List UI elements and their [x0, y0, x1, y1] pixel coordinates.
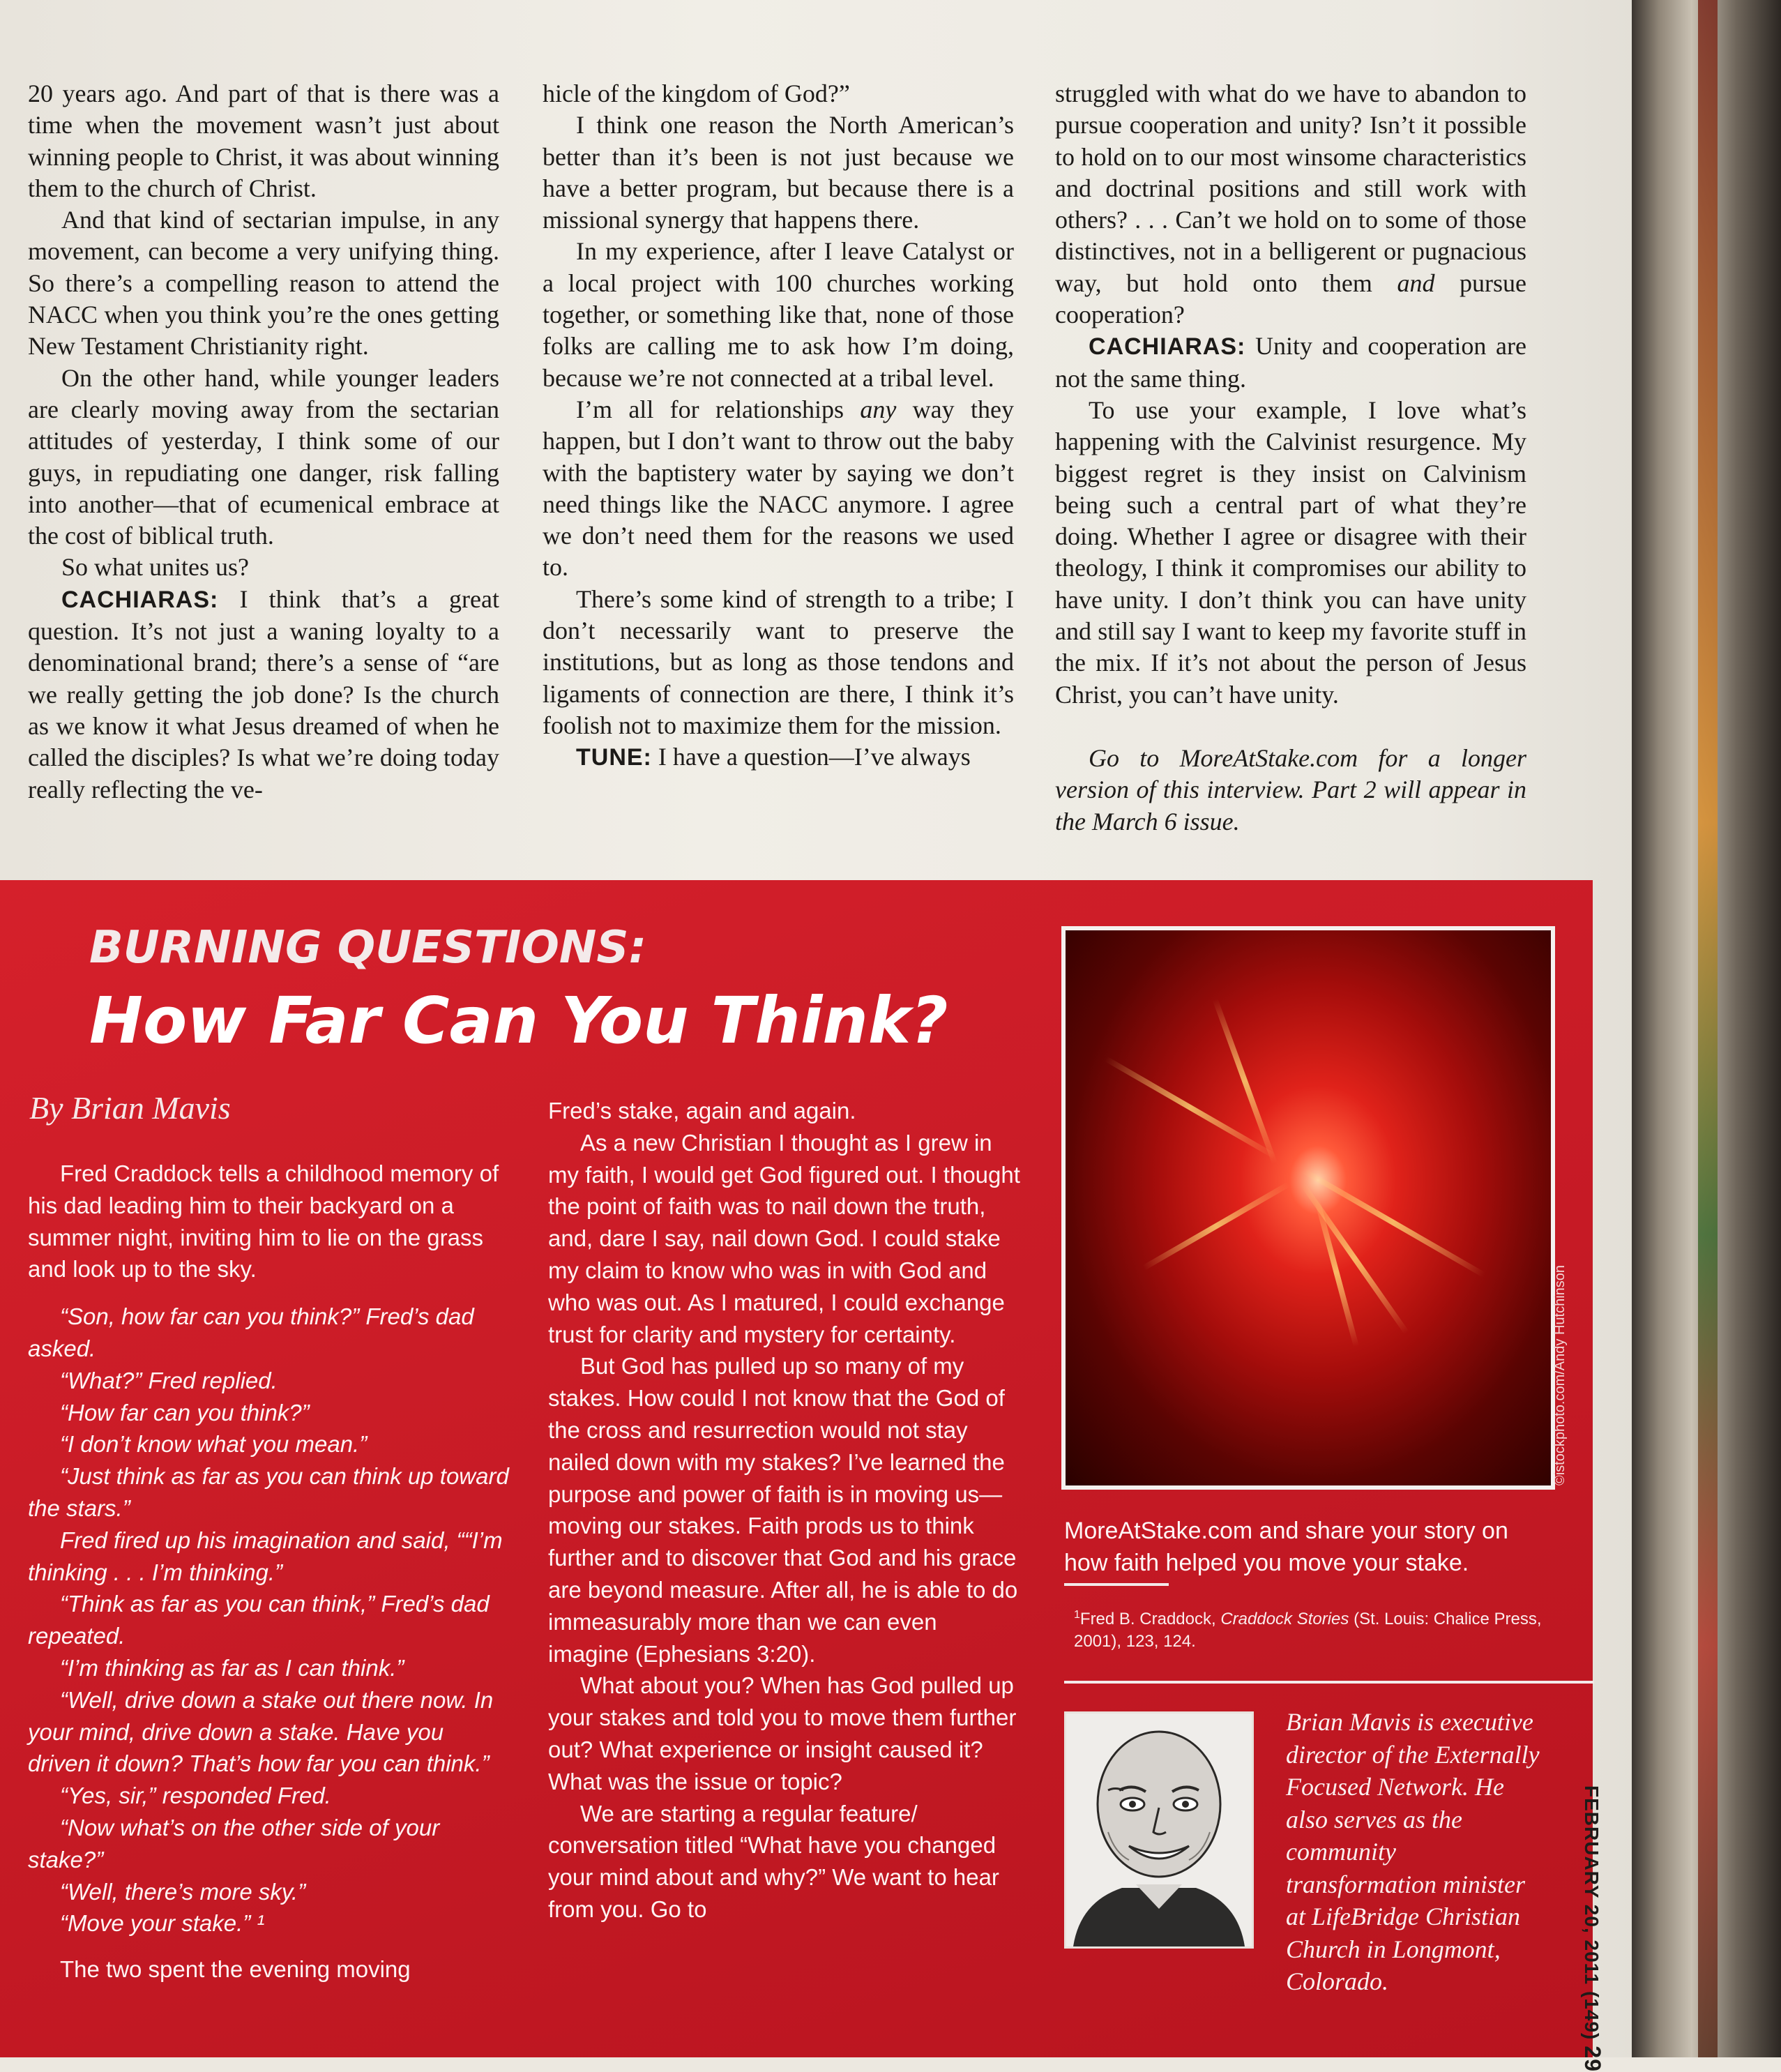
- footnote: [1074, 1604, 1548, 1653]
- paragraph: So what unites us?: [61, 553, 249, 582]
- paragraph: [543, 394, 1014, 584]
- dialogue-line: “I don’t know what you mean.”: [60, 1431, 367, 1458]
- page-number: 29: [1580, 2045, 1605, 2072]
- paragraph: As a new Christian I thought as I grew in my faith, I would get God figured out. I thought the point of faith was to nail down the truth, and, dare I say, nail down God. I could stake my claim to know who was in with God and who was out. As I matured, I could exchange trust for clarity and mystery for certainty.: [548, 1129, 1020, 1347]
- page-folio: [1579, 1785, 1605, 2072]
- text-run: I’m all for relationships: [576, 395, 861, 423]
- issue-date: FEBRUARY 20, 2011 (149): [1581, 1785, 1602, 2041]
- photo-credit: ©istockphoto.com/Andy Hutchinson: [1552, 1264, 1568, 1485]
- dialogue-line: “Just think as far as you can think up toward the stars.”: [28, 1463, 509, 1521]
- dialogue-line: Fred fired up his imagination and said, ““I’m thinking . . . I’m thinking.”: [28, 1527, 503, 1585]
- emphasis: any: [860, 395, 897, 423]
- footnote-divider: [1064, 1583, 1169, 1586]
- dialogue-line: “Yes, sir,” responded Fred.: [60, 1783, 331, 1809]
- paragraph: 20 years ago. And part of that is there was a time when the movement wasn’t just about winning people to Christ, it was about winning them to the church of Christ.: [28, 80, 499, 202]
- dialogue-line: “I’m thinking as far as I can think.”: [60, 1654, 404, 1681]
- emphasis: and: [1397, 269, 1435, 297]
- article-column-2: [543, 78, 1014, 774]
- dialogue-line: “Well, drive down a stake out there now. In your mind, drive down a stake. Have you driven it down? That’s how far you can think.”: [28, 1686, 494, 1777]
- speaker-text: Unity and cooperation are not the same thing.: [1055, 332, 1526, 393]
- article-column-3: [1055, 78, 1526, 838]
- text-run: Fred B. Craddock,: [1079, 1610, 1221, 1628]
- paragraph: In my experience, after I leave Catalyst or a local project with 100 churches working together, or something like that, none of those folks are calling me to ask how I’m doing, because we’re not connected at a tribal level.: [543, 237, 1014, 392]
- sidebar-title: How Far Can You Think?: [89, 983, 948, 1058]
- dialogue-line: “Son, how far can you think?” Fred’s dad asked.: [28, 1303, 474, 1361]
- paragraph: [1055, 78, 1526, 331]
- light-streak: [1142, 1182, 1290, 1271]
- article-column-1: [28, 78, 499, 806]
- sidebar-column-1: [28, 1158, 509, 1986]
- light-streak: [1105, 1057, 1276, 1159]
- paragraph: The two spent the evening moving: [60, 1956, 411, 1983]
- speaker-text: I have a question—I’ve always: [658, 743, 971, 771]
- paragraph: I think one reason the North American’s better than it’s been is not just because we have a better program, but because there is a missional synergy that happens there.: [543, 111, 1014, 234]
- photo-caption: MoreAtStake.com and share your story on how faith helped you move your stake.: [1064, 1518, 1508, 1576]
- speaker-label: CACHIARAS:: [1089, 333, 1246, 361]
- fireworks-photo: [1061, 926, 1555, 1490]
- paragraph: On the other hand, while younger leaders are clearly moving away from the sectarian attitudes of yesterday, I think some of our guys, in repudiating one danger, risk falling into another—that of ecumenical embrace at the cost of biblical truth.: [28, 363, 499, 550]
- dialogue-line: “What?” Fred replied.: [60, 1367, 278, 1393]
- dialogue-line: “Well, there’s more sky.”: [60, 1878, 306, 1905]
- paragraph: And that kind of sectarian impulse, in any movement, can become a very unifying thing. So there’s a compelling reason to attend the NACC when you think you’re the ones getting New Testament Christianity right.: [28, 206, 499, 361]
- dialogue-line: “How far can you think?”: [60, 1399, 310, 1426]
- dialogue-line: “Move your stake.” ¹: [60, 1910, 265, 1937]
- paragraph: What about you? When has God pulled up your stakes and told you to move them further out? What experience or insight caused it? What was the issue or topic?: [548, 1672, 1017, 1794]
- speaker-text: I think that’s a great question. It’s not just a waning loyalty to a denominational brand; there’s a sense of “are we really getting the job done? Is the church as we know it what Jesus dreamed of when he called the disciples? Is what we’re doing today really reflecting the ve-: [28, 584, 499, 803]
- author-portrait: [1064, 1711, 1254, 1949]
- book-spine-edge: [1632, 0, 1781, 2057]
- paragraph: [543, 741, 1014, 773]
- paragraph: Fred’s stake, again and again.: [548, 1098, 856, 1124]
- speaker-label: CACHIARAS:: [61, 586, 219, 613]
- paragraph: Fred Craddock tells a childhood memory of his dad leading him to their backyard on a summer night, inviting him to lie on the grass and look up to the sky.: [28, 1160, 499, 1283]
- light-streak: [1314, 1197, 1359, 1347]
- paragraph: There’s some kind of strength to a tribe; I don’t necessarily want to preserve the institutions, but as long as those tendons and ligaments of connection are there, I think it’s foolish not to maximize them for the mission.: [543, 584, 1014, 739]
- dialogue-line: “Think as far as you can think,” Fred’s dad repeated.: [28, 1591, 490, 1649]
- author-bio: Brian Mavis is executive director of the Externally Focused Network. He also serves as the community transformation minister at LifeBridge Christian Church in Longmont, Colorado.: [1286, 1708, 1540, 1995]
- sidebar-column-2: [548, 1095, 1022, 1926]
- author-divider: [1064, 1681, 1594, 1684]
- byline: By Brian Mavis: [29, 1090, 231, 1126]
- text-run: (St. Louis: Chalice Press, 2001), 123, 124.: [1074, 1610, 1542, 1651]
- page-edges: [1698, 0, 1718, 2057]
- dialogue-line: “Now what’s on the other side of your stake?”: [28, 1814, 440, 1873]
- speaker-label: TUNE:: [576, 744, 652, 771]
- paragraph: [28, 584, 499, 806]
- text-run: way they happen, but I don’t want to throw out the baby with the baptistery water by saying we don’t need things like the NACC anymore. I agree we don’t need them for the reasons we used to.: [543, 395, 1014, 582]
- web-promo: Go to MoreAtStake.com for a longer version of this interview. Part 2 will appear in the March 6 issue.: [1055, 743, 1526, 835]
- emphasis: Craddock Stories: [1220, 1610, 1349, 1628]
- paragraph: We are starting a regular feature/ conversation titled “What have you changed your mind about and why?” We want to hear from you. Go to: [548, 1800, 999, 1922]
- footnote-number: 1: [1074, 1609, 1080, 1621]
- text-run: pursue cooperation?: [1055, 269, 1526, 329]
- paragraph: But God has pulled up so many of my stakes. How could I not know that the God of the cross and resurrection would not stay nailed down with my stakes? I’ve learned the purpose and power of faith is in moving us—moving our stakes. Faith prods us to think further and to discover that God and his grace are beyond measure. After all, he is able to do immeasurably more than we can even imagine (Ephesians 3:20).: [548, 1353, 1018, 1667]
- paragraph: hicle of the kingdom of God?”: [543, 80, 850, 107]
- sidebar-kicker: BURNING QUESTIONS:: [89, 922, 647, 974]
- paragraph: [1055, 331, 1526, 395]
- text-run: struggled with what do we have to abandon to pursue cooperation and unity? Isn’t it possible to hold on to our most winsome characteristics and doctrinal positions and still work with others? . . . Can’t we hold on to some of those distinctives, not in a belligerent or pugnacious way, but hold onto them: [1055, 80, 1526, 297]
- paragraph: To use your example, I love what’s happening with the Calvinist resurgence. My biggest regret is they insist on Calvinism being such a central part of what they’re doing. Whether I agree or disagree with their theology, I think it compromises our ability to have unity. I don’t think you can have unity and still say I want to keep my favorite stuff in the mix. If it’s not about the person of Jesus Christ, you can’t have unity.: [1055, 395, 1526, 709]
- author-portrait-illustration: [1066, 1714, 1252, 1946]
